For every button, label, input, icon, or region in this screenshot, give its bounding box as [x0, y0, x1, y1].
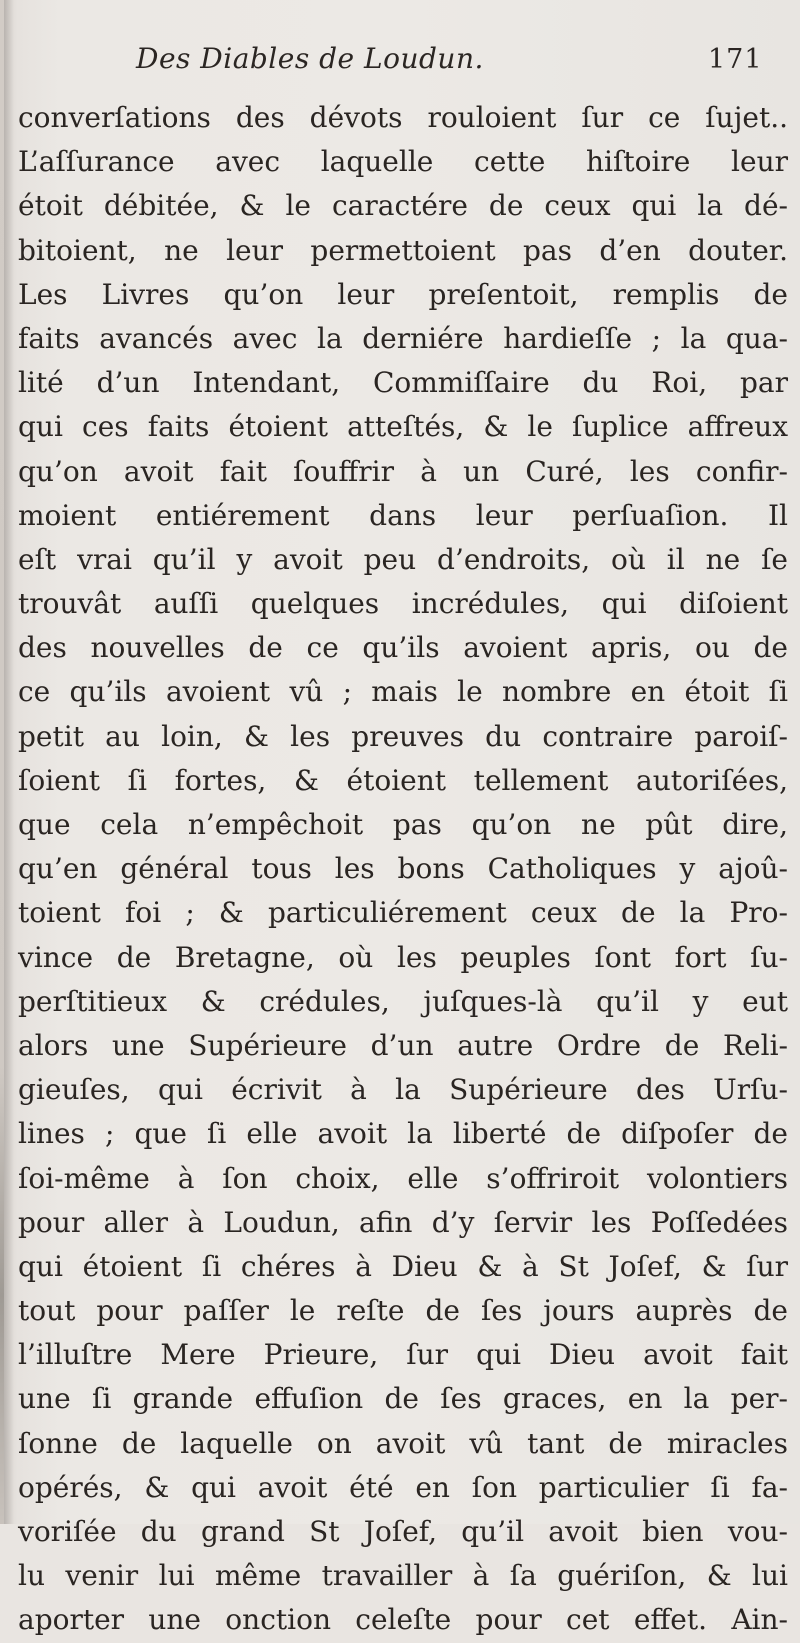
page-number: 171: [708, 44, 763, 75]
text-line: trouvât auſſi quelques incrédules, qui diſoient: [18, 587, 788, 621]
text-line: ce qu’ils avoient vû ; mais le nombre en étoit ſi: [18, 675, 788, 709]
text-line: que cela n’empêchoit pas qu’on ne pût dire,: [18, 808, 788, 841]
text-line: lines ; que ſi elle avoit la liberté de diſpoſer de: [18, 1117, 788, 1151]
text-line: eſt vrai qu’il y avoit peu d’endroits, où il ne ſe: [18, 542, 788, 576]
text-line: des nouvelles de ce qu’ils avoient apris, ou de: [18, 631, 788, 665]
text-line: ſoient ſi fortes, & étoient tellement autoriſées,: [18, 763, 788, 797]
text-line: petit au loin, & les preuves du contraire paroiſ-: [18, 719, 788, 753]
text-line: qu’on avoit fait ſouffrir à un Curé, les confir-: [18, 454, 788, 488]
body-text: [18, 96, 788, 1643]
gutter-shadow: [4, 0, 14, 1524]
text-line: Les Livres qu’on leur preſentoit, remplis de: [18, 277, 788, 311]
text-line: étoit débitée, & le caractére de ceux qui la dé-: [18, 189, 788, 223]
text-line: ſonne de laquelle on avoit vû tant de miracles: [18, 1426, 788, 1460]
text-line: bitoient, ne leur permettoient pas d’en douter.: [18, 233, 788, 267]
text-line: l’illuſtre Mere Prieure, ſur qui Dieu avoit fait: [18, 1338, 788, 1372]
text-line: opérés, & qui avoit été en ſon particulier ſi fa-: [18, 1470, 788, 1504]
page-header: [0, 42, 800, 86]
text-line: aporter une onction celeſte pour cet effet. Ain-: [18, 1603, 788, 1637]
text-line: moient entiérement dans leur perſuaſion. Il: [18, 498, 788, 532]
text-line: ſoi-même à ſon choix, elle s’offriroit volontiers: [18, 1161, 788, 1195]
running-title: Des Diables de Loudun.: [136, 42, 484, 75]
text-line: une ſi grande effuſion de ſes graces, en la per-: [18, 1382, 788, 1416]
text-line: L’aſſurance avec laquelle cette hiſtoire leur: [18, 145, 788, 179]
text-line: lité d’un Intendant, Commiſſaire du Roi, par: [18, 366, 788, 400]
text-line: gieuſes, qui écrivit à la Supérieure des Urſu-: [18, 1073, 788, 1107]
text-line: alors une Supérieure d’un autre Ordre de Reli-: [18, 1028, 788, 1062]
text-line: lu venir lui même travailler à ſa guériſon, & lui: [18, 1559, 788, 1593]
text-line: perſtitieux & crédules, juſques-là qu’il y eut: [18, 984, 788, 1018]
text-line: qui étoient ſi chéres à Dieu & à St Joſef, & ſur: [18, 1249, 788, 1283]
text-line: pour aller à Loudun, afin d’y ſervir les Poſſedées: [18, 1205, 788, 1239]
text-line: toient foi ; & particuliérement ceux de la Pro-: [18, 896, 788, 930]
text-line: tout pour paſſer le reſte de ſes jours auprès de: [18, 1294, 788, 1328]
text-line: faits avancés avec la derniére hardieſſe ; la qua-: [18, 321, 788, 355]
text-line: voriſée du grand St Joſef, qu’il avoit bien vou-: [18, 1515, 788, 1548]
text-line: qu’en général tous les bons Catholiques y ajoû-: [18, 852, 788, 886]
text-line: converſations des dévots rouloient ſur ce ſujet..: [18, 101, 788, 134]
text-line: vince de Bretagne, où les peuples ſont fort ſu-: [18, 940, 788, 974]
text-line: qui ces faits étoient atteſtés, & le ſuplice affreux: [18, 410, 788, 444]
